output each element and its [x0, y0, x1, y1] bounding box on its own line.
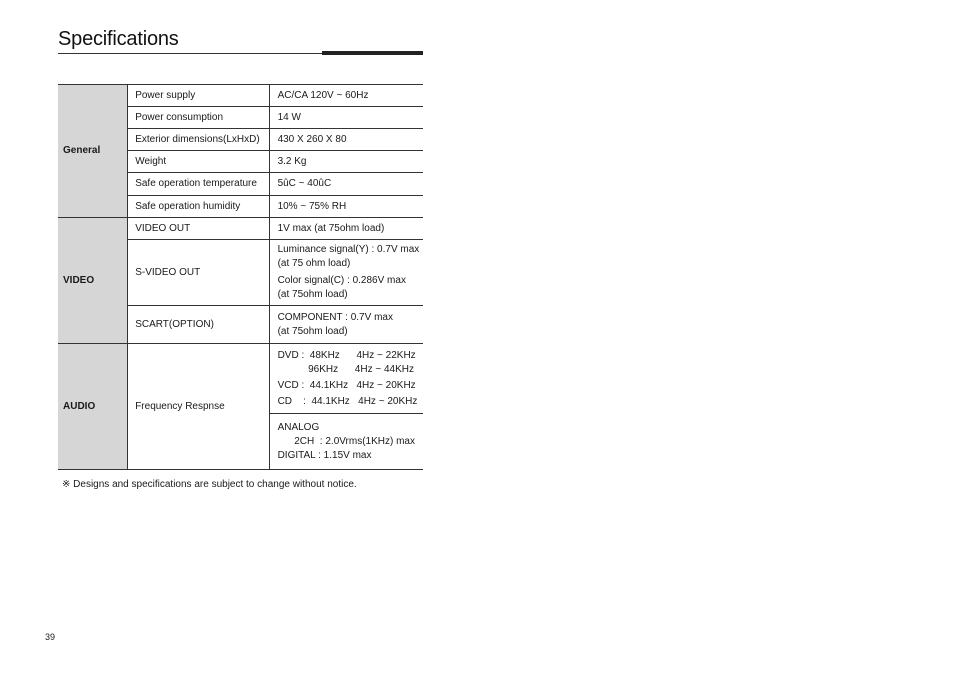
specifications-table: [58, 84, 423, 470]
spec-value: 14 W: [269, 107, 423, 129]
category-audio: AUDIO: [58, 344, 128, 470]
category-video: VIDEO: [58, 218, 128, 344]
value-line: 2CH : 2.0Vrms(1KHz) max: [277, 435, 415, 447]
spec-item: SCART(OPTION): [128, 306, 269, 344]
spec-value: AC/CA 120V ~ 60Hz: [269, 85, 423, 107]
value-line: (at 75 ohm load): [277, 258, 351, 269]
spec-item: Weight: [128, 151, 269, 173]
page-number: 39: [45, 632, 56, 642]
spec-item: Frequency Respnse: [128, 344, 269, 470]
value-line: CD : 44.1KHz 4Hz ~ 20KHz: [277, 395, 418, 407]
value-line: DVD : 48KHz 4Hz ~ 22KHz: [277, 349, 416, 361]
spec-value: 1V max (at 75ohm load): [269, 218, 423, 240]
value-line: Luminance signal(Y) : 0.7V max: [277, 244, 420, 255]
table-row: [58, 218, 423, 240]
spec-value: 3.2 Kg: [269, 151, 423, 173]
disclaimer-note: ※ Designs and specifications are subject to change without notice.: [62, 479, 357, 490]
value-line: (at 75ohm load): [277, 289, 348, 300]
value-line: ANALOG: [277, 421, 320, 433]
table-row: [58, 85, 423, 107]
spec-item: Power consumption: [128, 107, 269, 129]
spec-item: Safe operation temperature: [128, 173, 269, 196]
spec-value: 430 X 260 X 80: [269, 129, 423, 151]
value-line: (at 75ohm load): [277, 325, 348, 337]
spec-item: Exterior dimensions(LxHxD): [128, 129, 269, 151]
value-line: COMPONENT : 0.7V max: [277, 311, 393, 323]
spec-item: Safe operation humidity: [128, 196, 269, 218]
spec-item: VIDEO OUT: [128, 218, 269, 240]
value-line: 96KHz 4Hz ~ 44KHz: [277, 363, 415, 375]
value-line: DIGITAL : 1.15V max: [277, 449, 372, 461]
spec-item: S-VIDEO OUT: [128, 240, 269, 306]
title-accent-bar: [322, 51, 423, 55]
spec-item: Power supply: [128, 85, 269, 107]
page-title: Specifications: [58, 28, 179, 50]
spec-value: [269, 306, 423, 344]
value-line: VCD : 44.1KHz 4Hz ~ 20KHz: [277, 379, 416, 391]
value-line: Color signal(C) : 0.286V max: [277, 275, 406, 286]
category-general: General: [58, 85, 128, 218]
spec-value: [269, 414, 423, 470]
spec-value: [269, 344, 423, 414]
spec-value: [269, 240, 423, 306]
spec-value: 5ûC ~ 40ûC: [269, 173, 423, 196]
table-row: [58, 344, 423, 414]
spec-value: 10% ~ 75% RH: [269, 196, 423, 218]
